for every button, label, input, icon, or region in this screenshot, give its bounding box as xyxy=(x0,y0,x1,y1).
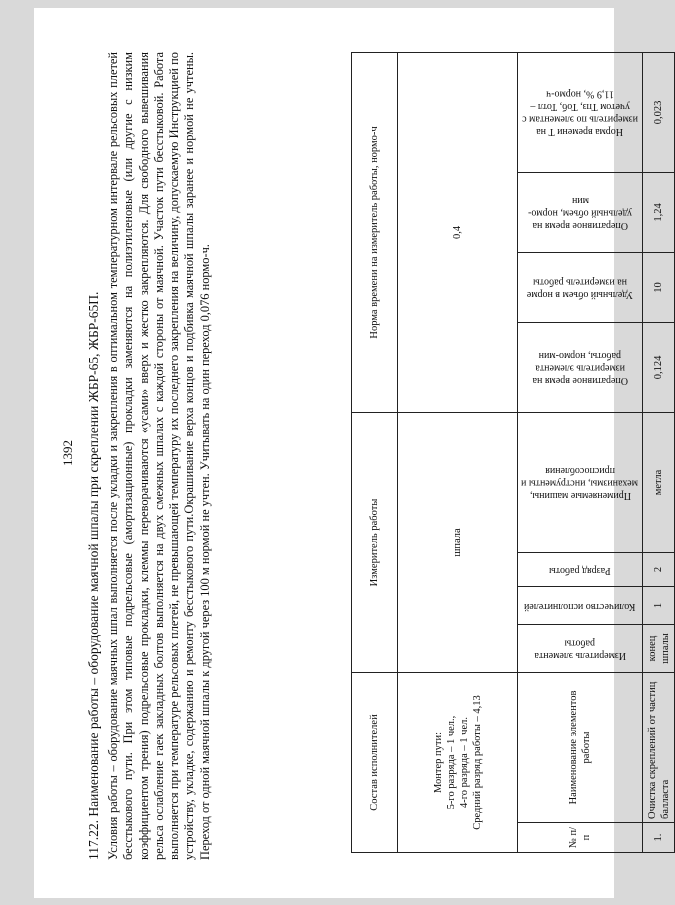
composition-grade5: 5-го разряда – 1 чел., xyxy=(445,715,457,810)
row-op-time: 0,124 xyxy=(643,322,675,412)
header-norm-t-text: Норма времени Т на измеритель по элементам с учетом Тпз, Тоб, Тотл – 11,9 %, нормо-ч xyxy=(522,88,638,138)
row-work-grade: 2 xyxy=(643,553,675,587)
header-op-time-text: Оперативное время на измеритель элемента работы, нормо-мин xyxy=(532,350,628,387)
row-unit-volume: 10 xyxy=(643,252,675,322)
header-composition: Состав исполнителей xyxy=(352,673,398,853)
header-work-grade-text: Разряд работы xyxy=(549,564,611,576)
section-title: 117.22. Наименование работы – оборудование маячной шпалы при скреплении ЖБР-65, ЖБР-65П. xyxy=(86,291,101,860)
composition-role: Монтер пути: xyxy=(432,731,444,794)
header-unit-volume xyxy=(518,252,643,322)
work-conditions: Условия работы – оборудование маячных шпал выполняется после укладки и закрепления в оптимальном температурном интервале рельсовых плетей бесстыкового пути. При этом типовые подрельсовые (амортизационные) прокладки заменяются на полиэтиленовые (или другие с низким коэффициентом трения) подрельсовые прокладки, клеммы переворачиваются «усами» вверх и жестко закрепляются. Для свободного вывешивания рельса ослабление гаек закладных болтов выполняется на двух смежных шпалах с каждой стороны от маячной. Участок пути бесстыковой. Работа выполняется при температуре рельсовых плетей, не превышающей температуру их последнего закрепления на величину, допускаемую Инструкцией по устройству, укладке, содержанию и ремонту бесстыкового пути.Окрашивание верха концов и подбивка маячной шпалы заранее и нормой не учтены. Переход от одной маячной шпалы к другой через 100 м нормой не учтен. Учитывать на один переход 0,076 нормо-ч. xyxy=(106,52,212,860)
row-executors-count: 1 xyxy=(643,587,675,625)
row-element-meter: конец шпалы xyxy=(643,625,675,673)
page-number: 1392 xyxy=(60,440,75,466)
norm-time-value: 0,4 xyxy=(398,52,518,412)
header-op-time-volume-text: Оперативное время на удельный объем, нормо-мин xyxy=(528,195,633,232)
header-work-grade xyxy=(518,553,643,587)
row-element-name: Очистка скреплений от частиц балласта xyxy=(643,673,675,823)
header-executors-count xyxy=(518,587,643,625)
table-row xyxy=(643,52,675,852)
header-element-meter-text: Измеритель элемента работы xyxy=(534,637,626,661)
document-page xyxy=(34,8,671,898)
header-op-time-volume xyxy=(518,172,643,252)
row-norm-t: 0,023 xyxy=(643,52,675,172)
composition-grade4: 4-го разряда – 1 чел. xyxy=(458,717,470,808)
rotated-content xyxy=(34,8,671,898)
row-op-time-volume: 1,24 xyxy=(643,172,675,252)
header-unit-volume-text: Удельный объем в норме на измеритель работы xyxy=(526,276,634,300)
row-tools: метла xyxy=(643,412,675,552)
header-tools-text: Применяемые машины, механизмы, инструменты и приспособления xyxy=(521,465,639,502)
composition-avg: Средний разряд работы – 4,13 xyxy=(471,695,483,830)
work-meter-value: шпала xyxy=(398,412,518,672)
header-op-time xyxy=(518,322,643,412)
header-element-name: Наименование элементов работы xyxy=(518,673,643,823)
header-row-num: № п/п xyxy=(518,823,643,853)
norms-table xyxy=(351,52,675,853)
row-num: 1. xyxy=(643,823,675,853)
header-element-meter xyxy=(518,625,643,673)
composition-cell xyxy=(398,673,518,853)
header-executors-count-text: Количество исполнителей xyxy=(524,600,636,612)
header-norm-t xyxy=(518,52,643,172)
header-tools xyxy=(518,412,643,552)
header-norm-time: Норма времени на измеритель работы, нормо-ч xyxy=(352,52,398,412)
header-work-meter: Измеритель работы xyxy=(352,412,398,672)
